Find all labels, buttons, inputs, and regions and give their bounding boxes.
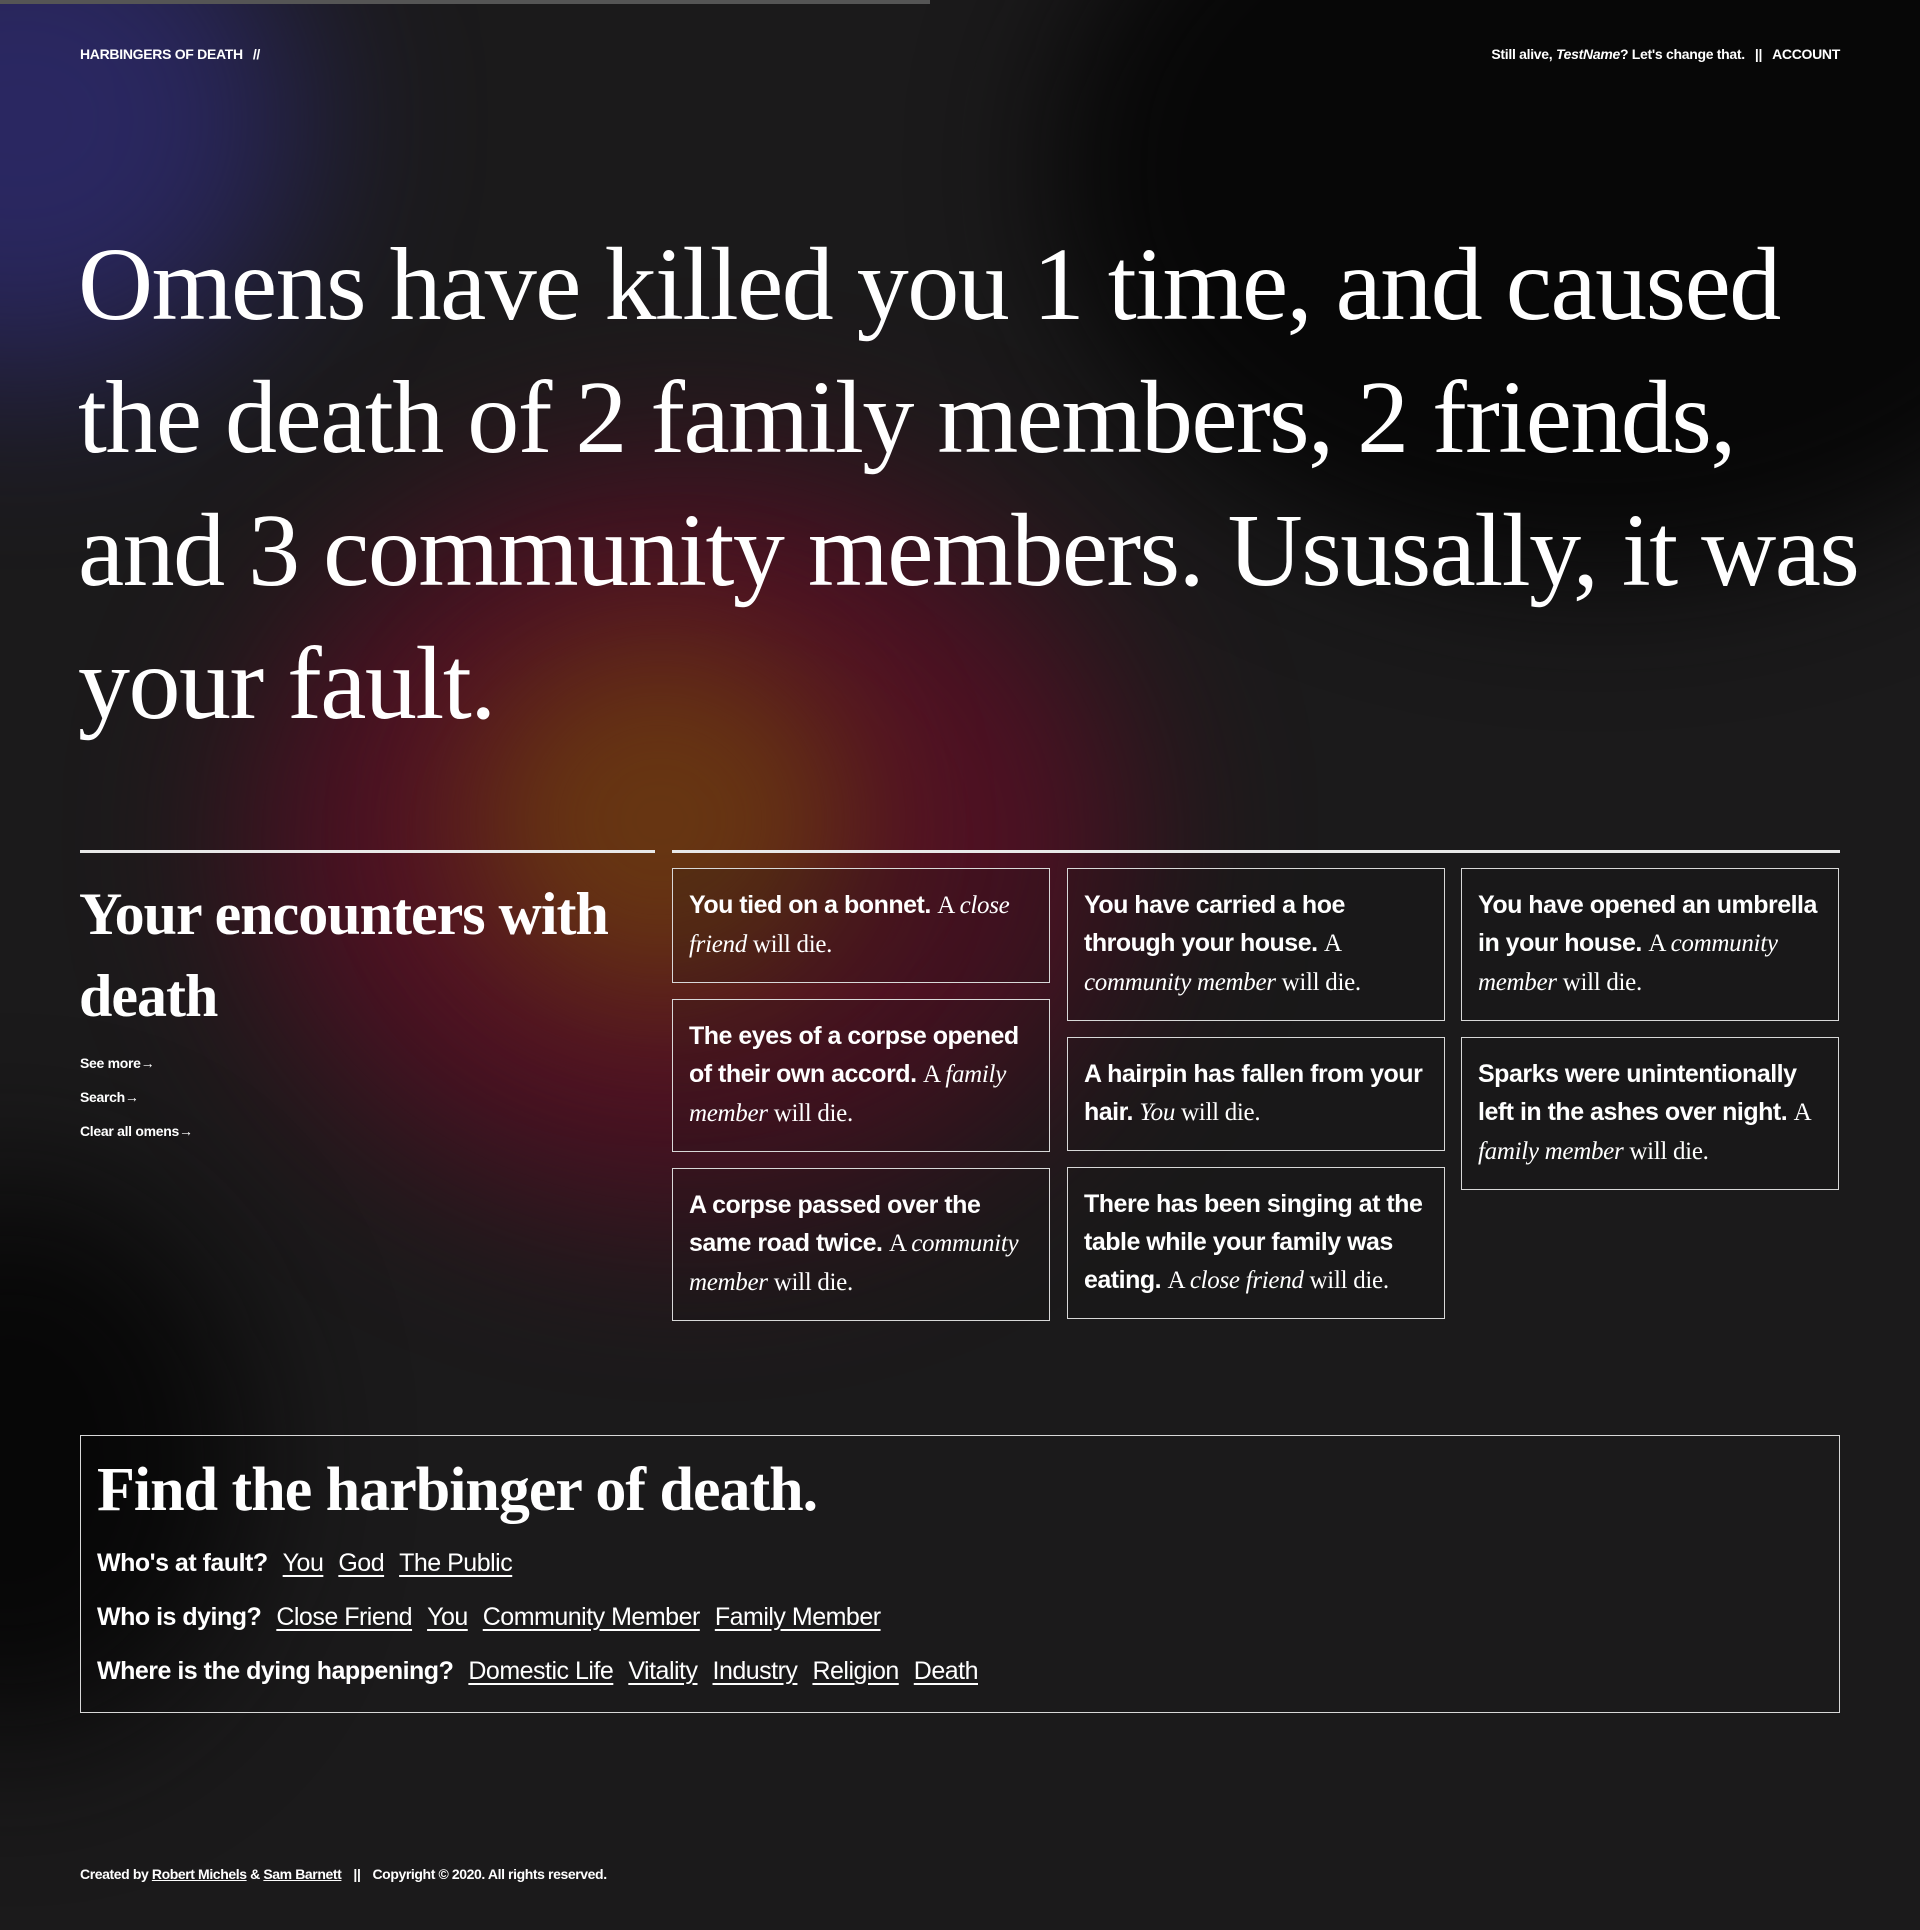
where-filter-label: Where is the dying happening? xyxy=(97,1657,454,1685)
footer-divider: || xyxy=(353,1866,361,1882)
dying-filter-label: Who is dying? xyxy=(97,1603,262,1631)
filter-option-domestic-life[interactable]: Domestic Life xyxy=(468,1657,614,1685)
omen-text: You tied on a bonnet. xyxy=(689,891,931,919)
omen-text: Sparks were unintentionally left in the ashes over night. xyxy=(1478,1060,1797,1126)
greeting-prefix: Still alive, xyxy=(1491,46,1553,62)
victim: You xyxy=(1139,1099,1176,1126)
omen-card[interactable] xyxy=(1461,1037,1839,1190)
see-more-link[interactable]: See more→ xyxy=(80,1055,155,1071)
filter-option-family-member[interactable]: Family Member xyxy=(714,1603,881,1631)
fault-filter-row xyxy=(97,1536,1823,1590)
victim: family member xyxy=(1478,1138,1624,1165)
article: A xyxy=(1167,1267,1184,1294)
filter-option-close-friend[interactable]: Close Friend xyxy=(276,1603,413,1631)
encounters-links xyxy=(80,1046,193,1148)
omen-card[interactable] xyxy=(1067,1167,1445,1319)
consequence-tail: will die. xyxy=(1562,969,1642,996)
clear-omens-link[interactable]: Clear all omens→ xyxy=(80,1123,193,1139)
author-link[interactable]: Sam Barnett xyxy=(263,1866,342,1882)
consequence-tail: will die. xyxy=(1281,969,1361,996)
omen-card[interactable] xyxy=(672,999,1050,1152)
find-title: Find the harbinger of death. xyxy=(97,1456,818,1524)
omen-consequence xyxy=(1168,1267,1389,1294)
dying-filter-row xyxy=(97,1590,1823,1644)
consequence-tail: will die. xyxy=(773,1269,853,1296)
consequence-tail: will die. xyxy=(752,931,833,958)
filter-option-death[interactable]: Death xyxy=(913,1657,978,1685)
user-name: TestName xyxy=(1555,46,1620,62)
victim: family member xyxy=(689,1061,1007,1127)
brand-separator: // xyxy=(252,46,261,62)
where-filter-row xyxy=(97,1644,1823,1698)
created-by-label: Created by xyxy=(80,1866,149,1882)
filter-option-religion[interactable]: Religion xyxy=(812,1657,899,1685)
site-header xyxy=(80,46,1840,62)
site-footer xyxy=(80,1866,607,1882)
encounters-title: Your encounters with death xyxy=(79,881,608,1029)
consequence-tail: will die. xyxy=(1629,1138,1709,1165)
filter-option-the-public[interactable]: The Public xyxy=(399,1549,513,1577)
greeting xyxy=(1491,46,1745,62)
filter-option-industry[interactable]: Industry xyxy=(712,1657,798,1685)
filter-option-you[interactable]: You xyxy=(282,1549,324,1577)
divider xyxy=(80,850,655,853)
hero-summary: Omens have killed you 1 time, and caused the death of 2 family members, 2 friends, and 3 community members. Ususally, it was your fault. xyxy=(78,227,1859,741)
header-account-area xyxy=(1491,46,1840,62)
omen-column xyxy=(1461,868,1839,1190)
omen-card[interactable] xyxy=(1461,868,1839,1021)
article: A xyxy=(937,892,954,919)
article: A xyxy=(1324,930,1341,957)
fault-filter-label: Who's at fault? xyxy=(97,1549,268,1577)
filter-option-community-member[interactable]: Community Member xyxy=(482,1603,700,1631)
article: A xyxy=(922,1061,940,1088)
omen-text: The eyes of a corpse opened of their own accord. xyxy=(689,1022,1019,1088)
header-divider: || xyxy=(1754,46,1763,62)
filter-option-you[interactable]: You xyxy=(427,1603,468,1631)
divider xyxy=(672,850,1840,853)
victim: close friend xyxy=(689,892,1010,958)
brand-link[interactable]: HARBINGERS OF DEATH xyxy=(80,46,243,62)
greeting-suffix: ? Let's change that. xyxy=(1619,46,1745,62)
copyright: Copyright © 2020. All rights reserved. xyxy=(372,1866,607,1882)
victim: community member xyxy=(689,1230,1019,1296)
victim: community member xyxy=(1478,930,1778,996)
article: A xyxy=(1648,930,1665,957)
filter-option-god[interactable]: God xyxy=(338,1549,385,1577)
omen-column xyxy=(672,868,1050,1321)
ampersand: & xyxy=(250,1866,260,1882)
omen-text: A hairpin has fallen from your hair. xyxy=(1084,1060,1423,1126)
find-harbinger-panel xyxy=(80,1435,1840,1713)
consequence-tail: will die. xyxy=(1309,1267,1389,1294)
omen-column xyxy=(1067,868,1445,1319)
omen-consequence xyxy=(1139,1099,1260,1126)
omen-card[interactable] xyxy=(1067,1037,1445,1151)
omen-card[interactable] xyxy=(672,1168,1050,1321)
omen-text: A corpse passed over the same road twice. xyxy=(689,1191,981,1257)
omen-text: There has been singing at the table while your family was eating. xyxy=(1084,1190,1423,1294)
author-link[interactable]: Robert Michels xyxy=(151,1866,247,1882)
filter-option-vitality[interactable]: Vitality xyxy=(628,1657,698,1685)
victim: close friend xyxy=(1189,1267,1304,1294)
omen-text: You have opened an umbrella in your house. xyxy=(1478,891,1817,957)
account-link[interactable]: ACCOUNT xyxy=(1772,46,1840,62)
consequence-tail: will die. xyxy=(773,1100,853,1127)
article: A xyxy=(1793,1099,1810,1126)
consequence-tail: will die. xyxy=(1181,1099,1261,1126)
article: A xyxy=(888,1230,906,1257)
omen-card[interactable] xyxy=(672,868,1050,983)
victim: community member xyxy=(1084,969,1276,996)
omen-text: You have carried a hoe through your house. xyxy=(1084,891,1345,957)
brand xyxy=(80,46,260,62)
search-link[interactable]: Search→ xyxy=(80,1089,139,1105)
omen-card[interactable] xyxy=(1067,868,1445,1021)
